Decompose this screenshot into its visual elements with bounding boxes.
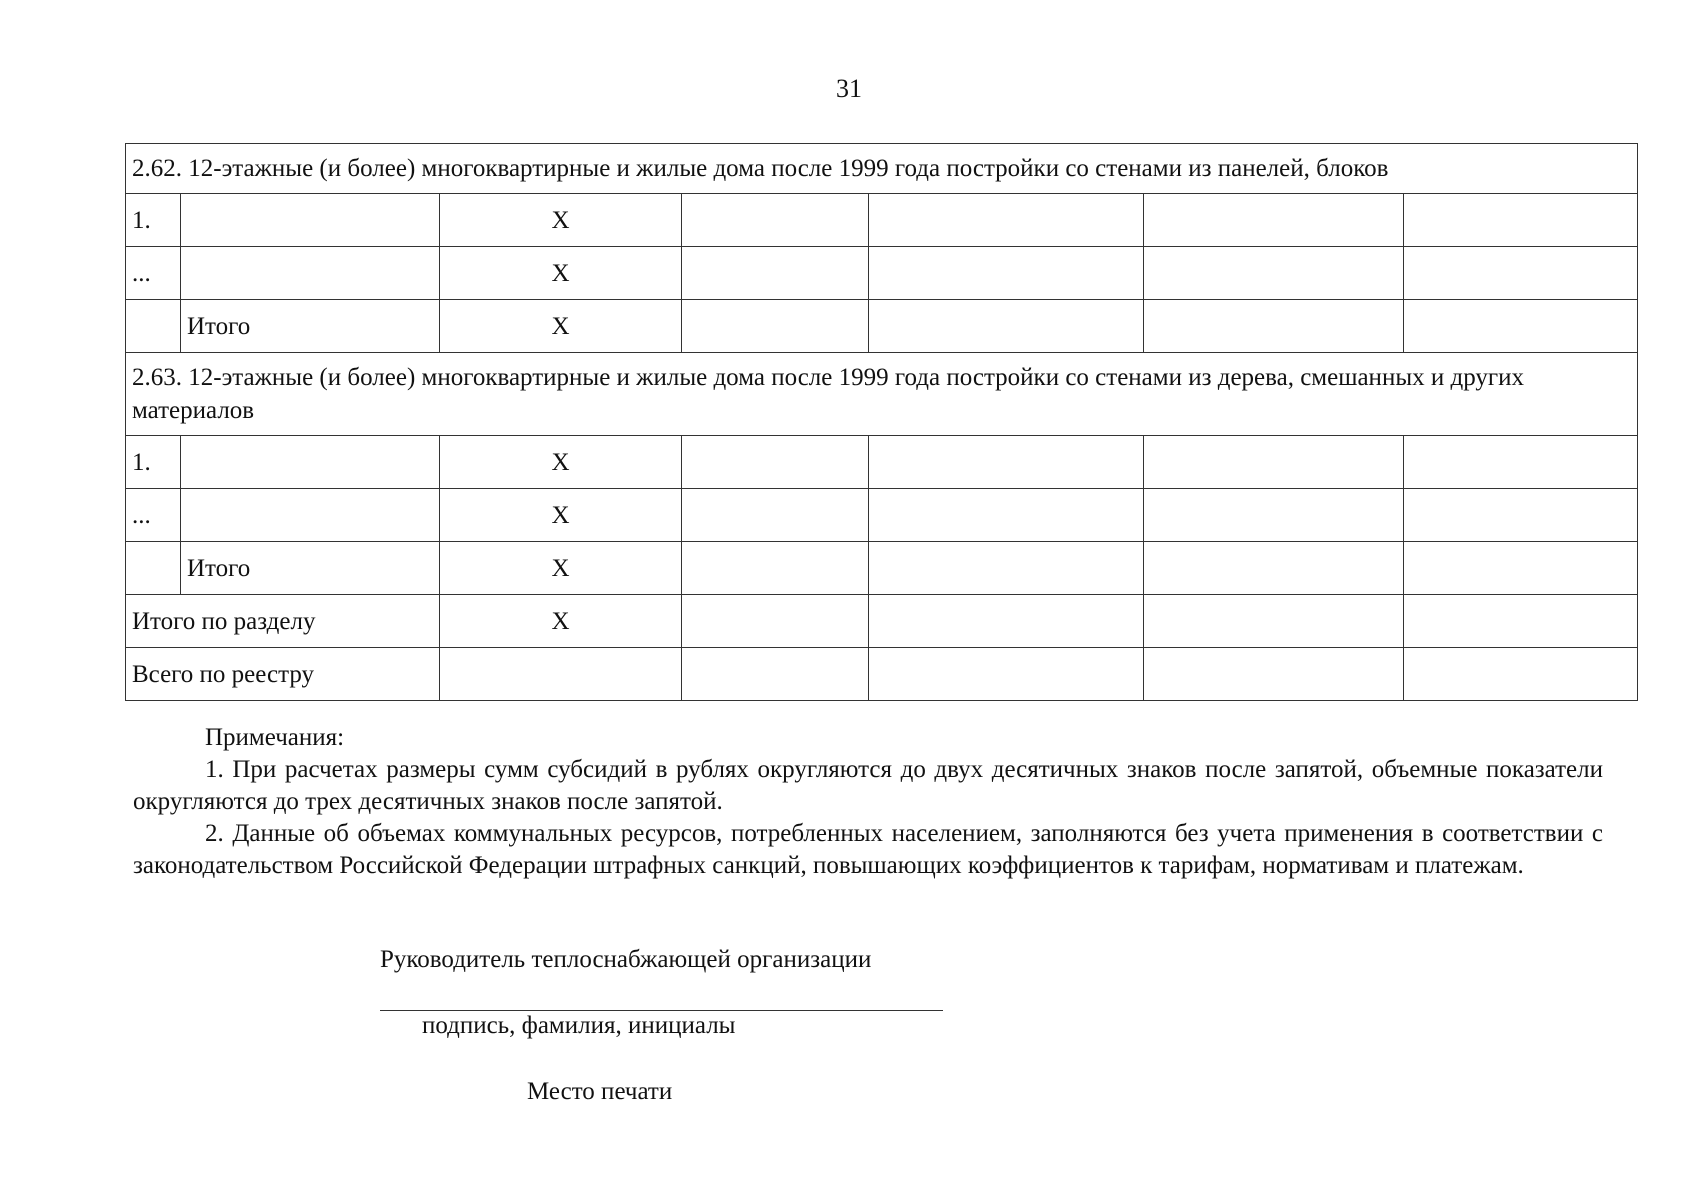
cell	[1144, 648, 1404, 701]
subtotal-row	[126, 300, 1638, 353]
cell	[181, 247, 440, 300]
cell	[869, 194, 1144, 247]
cell	[1144, 300, 1404, 353]
subtotal-row	[126, 542, 1638, 595]
x-mark: Х	[440, 489, 682, 542]
signature-line	[380, 1010, 943, 1011]
table-row	[126, 489, 1638, 542]
note-item: 1. При расчетах размеры сумм субсидий в рублях округляются до двух десятичных знаков после запятой, объемные показатели округляются до трех десятичных знаков после запятой.	[133, 756, 1603, 815]
cell	[440, 648, 682, 701]
cell	[1404, 489, 1638, 542]
cell	[869, 595, 1144, 648]
cell	[869, 489, 1144, 542]
table-row	[126, 436, 1638, 489]
section-total-label: Итого по разделу	[126, 595, 440, 648]
row-number: 1.	[126, 436, 181, 489]
subtotal-label: Итого	[181, 300, 440, 353]
cell	[869, 436, 1144, 489]
cell	[682, 194, 869, 247]
cell	[682, 436, 869, 489]
subtotal-label: Итого	[181, 542, 440, 595]
cell	[126, 300, 181, 353]
cell	[1144, 194, 1404, 247]
cell	[1404, 300, 1638, 353]
section-title: 2.63. 12-этажные (и более) многоквартирные и жилые дома после 1999 года постройки со стенами из дерева, смешанных и других материалов	[126, 353, 1638, 436]
cell	[181, 489, 440, 542]
cell	[682, 489, 869, 542]
cell	[869, 542, 1144, 595]
row-number: ...	[126, 247, 181, 300]
table-row	[126, 247, 1638, 300]
cell	[1404, 247, 1638, 300]
signature-caption: подпись, фамилия, инициалы	[422, 1012, 736, 1039]
cell	[126, 542, 181, 595]
notes-title: Примечания:	[205, 724, 345, 751]
cell	[682, 247, 869, 300]
stamp-place: Место печати	[527, 1078, 673, 1105]
section-total-row	[126, 595, 1638, 648]
x-mark: Х	[440, 300, 682, 353]
cell	[181, 194, 440, 247]
cell	[869, 648, 1144, 701]
registry-total-label: Всего по реестру	[126, 648, 440, 701]
x-mark: Х	[440, 436, 682, 489]
cell	[1144, 436, 1404, 489]
cell	[869, 247, 1144, 300]
x-mark: Х	[440, 595, 682, 648]
registry-table	[125, 143, 1638, 701]
x-mark: Х	[440, 542, 682, 595]
notes	[133, 722, 1603, 882]
cell	[1144, 247, 1404, 300]
cell	[1404, 436, 1638, 489]
cell	[682, 595, 869, 648]
cell	[1404, 648, 1638, 701]
section-header-row	[126, 353, 1638, 436]
registry-total-row	[126, 648, 1638, 701]
x-mark: Х	[440, 194, 682, 247]
cell	[1404, 194, 1638, 247]
cell	[869, 300, 1144, 353]
page-number: 31	[836, 74, 862, 103]
cell	[1404, 595, 1638, 648]
row-number: ...	[126, 489, 181, 542]
x-mark: Х	[440, 247, 682, 300]
cell	[682, 300, 869, 353]
cell	[1144, 542, 1404, 595]
cell	[682, 542, 869, 595]
cell	[181, 436, 440, 489]
cell	[1144, 595, 1404, 648]
section-header-row	[126, 144, 1638, 194]
section-title: 2.62. 12-этажные (и более) многоквартирные и жилые дома после 1999 года постройки со стенами из панелей, блоков	[126, 144, 1638, 194]
cell	[682, 648, 869, 701]
signature-block	[380, 946, 871, 974]
signature-title: Руководитель теплоснабжающей организации	[380, 946, 872, 973]
table-row	[126, 194, 1638, 247]
cell	[1144, 489, 1404, 542]
note-item: 2. Данные об объемах коммунальных ресурсов, потребленных населением, заполняются без учета применения в соответствии с законодательством Российской Федерации штрафных санкций, повышающих коэффициентов к тарифам, нормативам и платежам.	[133, 820, 1603, 879]
row-number: 1.	[126, 194, 181, 247]
cell	[1404, 542, 1638, 595]
